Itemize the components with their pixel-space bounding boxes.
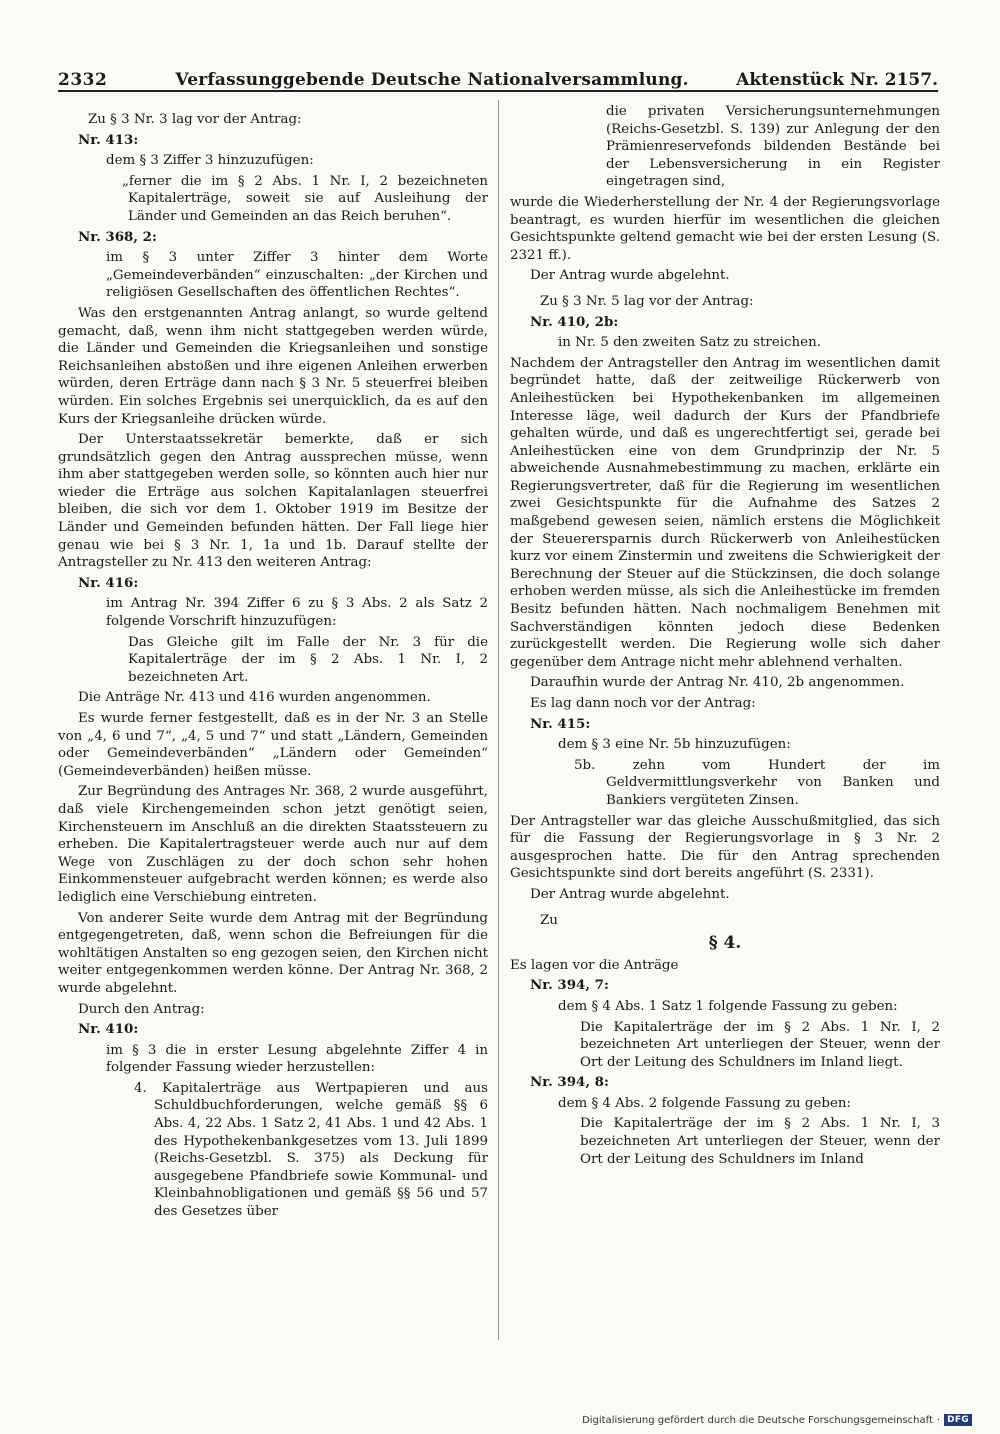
paragraph: Der Unterstaatssekretär bemerkte, daß er sich grundsätzlich gegen den Antrag aussprechen müsse, wenn ihm aber stattgegeben werden solle, so könnten auch hier nur wieder die Erträge aus solchen Kapitalanlagen steuerfrei bleiben, die sich vor dem 1. Oktober 1919 im Besitze der Länder und Gemeinden befunden hätten. Der Fall liege hier genau wie bei § 3 Nr. 1, 1a und 1b. Darauf stellte der Antragsteller zu Nr. 413 den weiteren Antrag: xyxy=(58,432,488,571)
paragraph: im Antrag Nr. 394 Ziffer 6 zu § 3 Abs. 2 als Satz 2 folgende Vorschrift hinzuzufügen: xyxy=(106,596,488,630)
running-header xyxy=(58,60,938,92)
paragraph: Nr. 413: xyxy=(78,131,139,148)
paragraph: Das Gleiche gilt im Falle der Nr. 3 für die Kapitalerträge der im § 2 Abs. 1 Nr. I, 2 bezeichneten Art. xyxy=(128,634,488,685)
paragraph: Nr. 394, 8: xyxy=(530,1074,609,1091)
document-number: Aktenstück Nr. 2157. xyxy=(736,70,938,90)
paragraph: Nr. 416: xyxy=(78,574,139,591)
running-title: Verfassunggebende Deutsche Nationalversammlung. xyxy=(175,70,689,90)
paragraph: Nr. 394, 7: xyxy=(530,977,609,994)
column-divider xyxy=(498,100,499,1340)
paragraph: Es lagen vor die Anträge xyxy=(510,957,679,973)
paragraph: Nr. 410, 2b: xyxy=(530,313,619,330)
right-column xyxy=(510,103,940,1333)
paragraph: dem § 3 eine Nr. 5b hinzuzufügen: xyxy=(558,737,791,753)
separator: · xyxy=(936,1414,941,1426)
paragraph: Zu xyxy=(540,912,558,928)
paragraph: Die Kapitalerträge der im § 2 Abs. 1 Nr. I, 3 bezeichneten Art unterliegen der Steuer, wenn der Ort der Leitung des Schuldners im Inland xyxy=(580,1116,940,1167)
paragraph: dem § 4 Abs. 2 folgende Fassung zu geben: xyxy=(558,1095,852,1111)
paragraph: die privaten Versicherungsunternehmungen (Reichs-Gesetzbl. S. 139) zur Anlegung der den Prämienreservefonds bildenden Bestände bei der Lebensversicherung in ein Register eingetragen sind, xyxy=(606,104,940,190)
paragraph: Von anderer Seite wurde dem Antrag mit der Begründung entgegengetreten, daß, wenn schon die Befreiungen für die wohltätigen Anstalten so eng gezogen seien, den Kirchen nicht weiter entgegenkommen werden könne. Der Antrag Nr. 368, 2 wurde abgelehnt. xyxy=(58,910,488,996)
paragraph: Nr. 415: xyxy=(530,715,591,732)
paragraph: Die Kapitalerträge der im § 2 Abs. 1 Nr. I, 2 bezeichneten Art unterliegen der Steuer, wenn der Ort der Leitung des Schuldners im Inland liegt. xyxy=(580,1019,940,1070)
digitization-credit xyxy=(582,1414,972,1426)
paragraph: Nr. 410: xyxy=(78,1021,139,1038)
paragraph: im § 3 unter Ziffer 3 hinter dem Worte „Gemeindeverbänden“ einzuschalten: „der Kirchen und religiösen Gesellschaften des öffentlichen Rechtes“. xyxy=(106,250,488,301)
paragraph: dem § 4 Abs. 1 Satz 1 folgende Fassung zu geben: xyxy=(558,998,898,1014)
paragraph: Die Anträge Nr. 413 und 416 wurden angenommen. xyxy=(78,690,431,706)
paragraph: Der Antragsteller war das gleiche Ausschußmitglied, das sich für die Fassung der Regierungsvorlage in § 3 Nr. 2 ausgesprochen hatte. Die für den Antrag sprechenden Gesichtspunkte sind dort bereits angeführt (S. 2331). xyxy=(510,813,940,882)
paragraph: 5b. zehn vom Hundert der im Geldvermittlungsverkehr von Banken und Bankiers vergüteten Zinsen. xyxy=(574,757,940,808)
paragraph: Was den erstgenannten Antrag anlangt, so wurde geltend gemacht, daß, wenn ihm nicht stattgegeben werden würde, die Länder und Gemeinden die Kriegsanleihen und sonstige Reichsanleihen abstoßen und ihre eigenen Anleihen erwerben würden, deren Erträge dann nach § 3 Nr. 5 steuerfrei bleiben würden. Ein solches Ergebnis sei unerquicklich, da es auf den Kurs der Kriegsanleihe drücken würde. xyxy=(58,305,488,427)
paragraph: „ferner die im § 2 Abs. 1 Nr. I, 2 bezeichneten Kapitalerträge, soweit sie auf Ausleihung der Länder und Gemeinden an das Reich beruhen“. xyxy=(122,173,488,224)
paragraph: 4. Kapitalerträge aus Wertpapieren und aus Schuldbuchforderungen, welche gemäß §§ 6 Abs. 4, 22 Abs. 1 Satz 2, 41 Abs. 1 und 42 Abs. 1 des Hypothekenbankgesetzes vom 13. Juli 1899 (Reichs-Gesetzbl. S. 375) als Deckung für ausgegebene Pfandbriefe sowie Kommunal- und Kleinbahnobligationen und gemäß §§ 56 und 57 des Gesetzes über xyxy=(134,1080,488,1220)
paragraph: Der Antrag wurde abgelehnt. xyxy=(530,268,730,284)
paragraph: Durch den Antrag: xyxy=(78,1001,205,1017)
paragraph: Zu § 3 Nr. 5 lag vor der Antrag: xyxy=(540,293,754,309)
paragraph: in Nr. 5 den zweiten Satz zu streichen. xyxy=(558,335,821,351)
page-number: 2332 xyxy=(58,70,108,90)
paragraph: Daraufhin wurde der Antrag Nr. 410, 2b angenommen. xyxy=(530,675,905,691)
paragraph: Der Antrag wurde abgelehnt. xyxy=(530,886,730,902)
paragraph: im § 3 die in erster Lesung abgelehnte Ziffer 4 in folgender Fassung wieder herzustellen: xyxy=(106,1042,488,1076)
paragraph: dem § 3 Ziffer 3 hinzuzufügen: xyxy=(106,153,314,169)
paragraph: Es wurde ferner festgestellt, daß es in der Nr. 3 an Stelle von „4, 6 und 7“, „4, 5 und 7“ und statt „Ländern, Gemeinden oder Gemeindeverbänden“ „Ländern oder Gemeinden“ (Gemeindeverbänden) heißen müsse. xyxy=(58,711,488,779)
paragraph: Es lag dann noch vor der Antrag: xyxy=(530,696,756,711)
paragraph: § 4. xyxy=(708,933,742,954)
dfg-logo-icon: DFG xyxy=(944,1414,972,1426)
paragraph: Zur Begründung des Antrages Nr. 368, 2 wurde ausgeführt, daß viele Kirchengemeinden schon jetzt genötigt seien, Kirchensteuern im Anschluß an die direkten Staatssteuern zu erheben. Die Kapitalertragsteuer werde auch nur auf dem Wege von Zuschlägen zu der doch schon sehr hohen Einkommensteuer aufgebracht werden können; es werde also lediglich eine Verschiebung eintreten. xyxy=(58,784,488,905)
paragraph: Nachdem der Antragsteller den Antrag im wesentlichen damit begründet hatte, daß der zeitweilige Rückerwerb von Anleihestücken bei Hypothekenbanken im allgemeinen Interesse läge, weil dadurch der Kurs der Pfandbriefe gehalten würde, und daß es ungerechtfertigt sei, gerade bei Anleihestücken eine von dem Grundprinzip der Nr. 5 abweichende Ausnahmebestimmung zu machen, erklärte ein Regierungsvertreter, daß für die Regierung im wesentlichen zwei Gesichtspunkte für die Aufnahme des Satzes 2 maßgebend gewesen seien, nämlich erstens die Möglichkeit der Steuerersparnis durch Rückerwerb von Anleihestücken kurz vor einem Zinstermin und zweitens die Schwierigkeit der Berechnung der Steuer auf die Stückzinsen, die doch solange erhoben werden müsse, als sich die Anleihestücke im fremden Besitz befunden hätten. Nach nochmaligem Benehmen mit Sachverständigen könnten jedoch diese Bedenken zurückgestellt werden. Die Regierung wolle sich daher gegenüber dem Antrage nicht mehr ablehnend verhalten. xyxy=(510,355,940,670)
paragraph: Zu § 3 Nr. 3 lag vor der Antrag: xyxy=(88,112,302,127)
paragraph: Nr. 368, 2: xyxy=(78,228,157,245)
credit-text: Digitalisierung gefördert durch die Deutsche Forschungsgemeinschaft xyxy=(582,1414,933,1426)
paragraph: wurde die Wiederherstellung der Nr. 4 der Regierungsvorlage beantragt, es wurden hierfür im wesentlichen die gleichen Gesichtspunkte geltend gemacht wie bei der ersten Lesung (S. 2321 ff.). xyxy=(510,194,940,263)
left-column xyxy=(58,103,488,1333)
